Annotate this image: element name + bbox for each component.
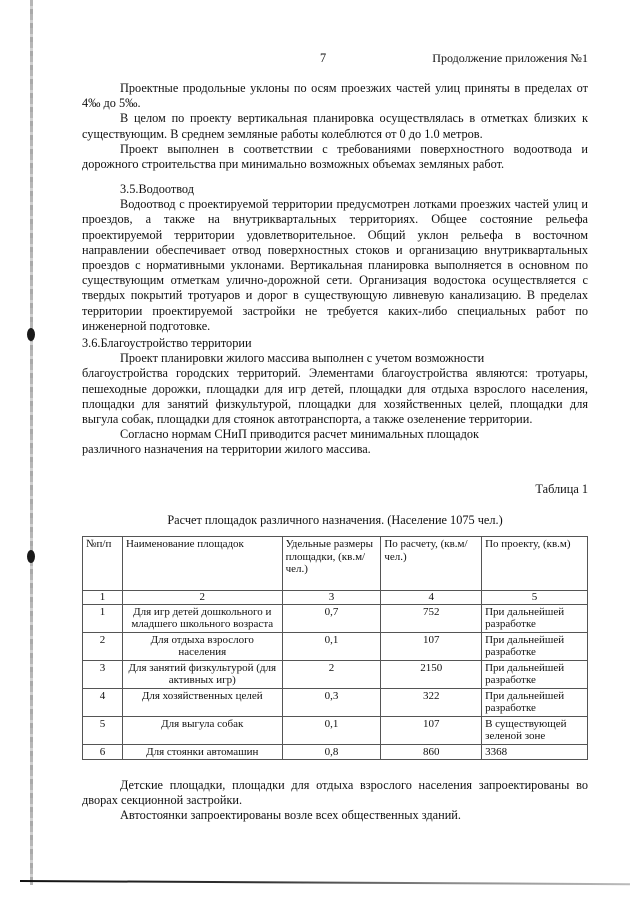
cell-specific: 2	[282, 660, 381, 688]
table-label: Таблица 1	[535, 482, 588, 496]
sites-table	[82, 536, 588, 760]
cell-num: 4	[83, 688, 123, 716]
scan-bottom-edge	[20, 880, 630, 885]
cell-num: 6	[83, 744, 123, 760]
paragraph: различного назначения на территории жилого массива.	[82, 442, 371, 457]
cell-name: Для стоянки автомашин	[122, 744, 282, 760]
table-row	[83, 660, 588, 688]
intro-section	[82, 81, 588, 172]
scan-edge-artifact	[30, 0, 33, 885]
table-row	[83, 604, 588, 632]
header-calc: По расчету, (кв.м/чел.)	[381, 537, 482, 591]
cell-project: В существующей зеленой зоне	[482, 716, 588, 744]
paragraph: Проект выполнен в соответствии с требованиями поверхностного водоотвода и дорожного строительства при минимально возможных объемах земляных работ.	[82, 141, 588, 172]
column-number: 5	[482, 591, 588, 605]
cell-name: Для занятий физкультурой (для активных игр)	[122, 660, 282, 688]
header-project: По проекту, (кв.м)	[482, 537, 588, 591]
cell-calc: 107	[381, 716, 482, 744]
header-num: №п/п	[83, 537, 123, 591]
cell-specific: 0,1	[282, 716, 381, 744]
header-name: Наименование площадок	[122, 537, 282, 591]
section-landscaping	[82, 336, 588, 458]
paragraph: Проектные продольные уклоны по осям проезжих частей улиц приняты в пределах от 4‰ до 5‰.	[82, 81, 588, 111]
cell-calc: 2150	[381, 660, 482, 688]
paragraph: Детские площадки, площадки для отдыха взрослого населения запроектированы во дворах секционной застройки.	[82, 778, 588, 808]
paragraph-line: Согласно нормам СНиП приводится расчет минимальных площадок	[120, 427, 479, 442]
appendix-label: Продолжение приложения №1	[432, 51, 588, 65]
paragraph-line: Проект планировки жилого массива выполнен с учетом возможности	[120, 351, 485, 366]
cell-name: Для отдыха взрослого населения	[122, 632, 282, 660]
page-header	[82, 51, 588, 67]
cell-calc: 322	[381, 688, 482, 716]
cell-num: 2	[83, 632, 123, 660]
paragraph: Водоотвод с проектируемой территории предусмотрен лотками проезжих частей улиц и проездов, а также на внутриквартальных территориях. Общее состояние рельефа проектируемой территории удовлетворительное. Общий уклон рельефа в восточном направлении обеспечивает отвод поверхностных стоков и организацию внутриквартальных проездов с нормативными уклонами. Вертикальная планировка выполняется в основном по существующим отметкам улично-дорожной сети. Организация водостока осуществляется с твердых покрытий тротуаров и дорог в существующую ливневую канализацию. В пределах территории проектируемой застройки не требуется каких-либо специальных работ по инженерной подготовке.	[82, 197, 588, 333]
closing-section	[82, 778, 588, 824]
cell-project: При дальнейшей разработке	[482, 632, 588, 660]
column-number: 1	[83, 591, 123, 605]
paragraph: Автостоянки запроектированы возле всех общественных зданий.	[120, 808, 461, 823]
cell-specific: 0,8	[282, 744, 381, 760]
column-number-row	[83, 591, 588, 605]
section-drainage	[82, 182, 588, 334]
column-number: 3	[282, 591, 381, 605]
cell-specific: 0,7	[282, 604, 381, 632]
column-number: 2	[122, 591, 282, 605]
cell-name: Для хозяйственных целей	[122, 688, 282, 716]
header-specific: Удельные размеры площадки, (кв.м/чел.)	[282, 537, 381, 591]
table-row	[83, 744, 588, 760]
cell-specific: 0,3	[282, 688, 381, 716]
cell-project: При дальнейшей разработке	[482, 604, 588, 632]
page-number: 7	[320, 51, 327, 65]
table-row	[83, 688, 588, 716]
cell-calc: 860	[381, 744, 482, 760]
paragraph: благоустройства городских территорий. Элементами благоустройства являются: тротуары, пешеходные дорожки, площадки для игр детей, площадки для отдыха взрослого населения, площадки для занятий физкультурой, площадки для хозяйственных целей, площадки для выгула собак, площадки для стоянок автотранспорта, а также озеленение территории.	[82, 366, 588, 427]
punch-hole-mark	[27, 550, 35, 563]
table-title: Расчет площадок различного назначения. (Население 1075 чел.)	[167, 513, 503, 527]
cell-name: Для выгула собак	[122, 716, 282, 744]
cell-project: При дальнейшей разработке	[482, 688, 588, 716]
cell-num: 3	[83, 660, 123, 688]
section-heading: 3.6.Благоустройство территории	[82, 336, 252, 350]
column-number: 4	[381, 591, 482, 605]
cell-specific: 0,1	[282, 632, 381, 660]
section-heading: 3.5.Водоотвод	[120, 182, 194, 196]
cell-calc: 107	[381, 632, 482, 660]
table-row	[83, 632, 588, 660]
cell-project: При дальнейшей разработке	[482, 660, 588, 688]
punch-hole-mark	[27, 328, 35, 341]
cell-name: Для игр детей дошкольного и младшего школьного возраста	[122, 604, 282, 632]
table-header-row	[83, 537, 588, 591]
cell-calc: 752	[381, 604, 482, 632]
paragraph: В целом по проекту вертикальная планировка осуществлялась в отметках близких к существующим. В среднем земляные работы колеблются от 0 до 1.0 метров.	[82, 111, 588, 141]
cell-project: 3368	[482, 744, 588, 760]
cell-num: 5	[83, 716, 123, 744]
table-row	[83, 716, 588, 744]
cell-num: 1	[83, 604, 123, 632]
